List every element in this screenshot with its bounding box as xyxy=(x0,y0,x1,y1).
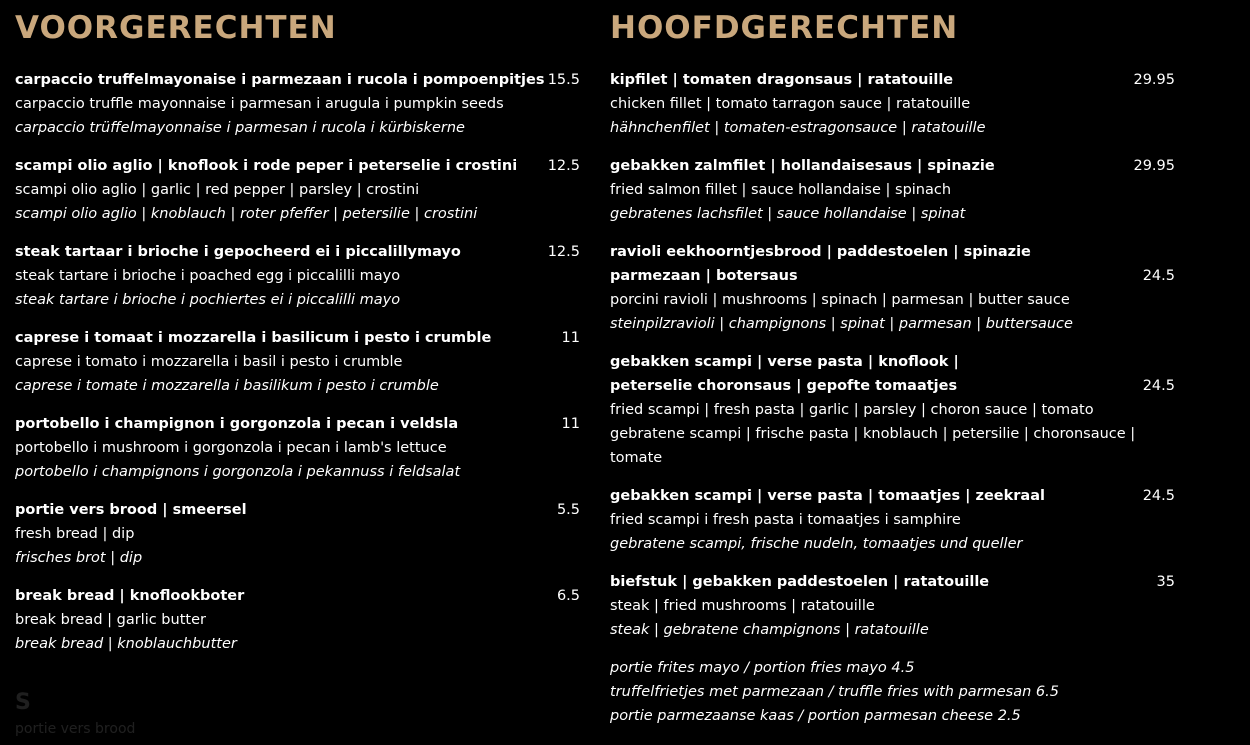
faded-title: S xyxy=(15,690,31,715)
item-price: 24.5 xyxy=(1142,378,1175,394)
item-name-de: portobello i champignons i gorgonzola i pekannuss i feldsalat xyxy=(15,464,461,480)
item-name-en: scampi olio aglio | garlic | red pepper | parsley | crostini xyxy=(15,182,420,198)
item-name-en: fried scampi | fresh pasta | garlic | parsley | choron sauce | tomato xyxy=(610,402,1094,418)
item-name-nl: steak tartaar i brioche i gepocheerd ei i piccalillymayo xyxy=(15,244,461,260)
item-name-de: scampi olio aglio | knoblauch | roter pfeffer | petersilie | crostini xyxy=(15,206,478,222)
item-name-nl: ravioli eekhoorntjesbrood | paddestoelen | spinazie parmezaan | botersaus xyxy=(610,244,1031,284)
item-name-nl: break bread | knoflookboter xyxy=(15,588,245,604)
item-price: 24.5 xyxy=(1142,268,1175,284)
item-name-nl: portie vers brood | smeersel xyxy=(15,502,247,518)
item-name-en: fried scampi i fresh pasta i tomaatjes i samphire xyxy=(610,512,961,528)
menu-item xyxy=(610,350,1175,470)
side-dish: portie parmezaanse kaas / portion parmesan cheese 2.5 xyxy=(610,708,1021,724)
menu-item xyxy=(610,154,1175,226)
item-name-en: portobello i mushroom i gorgonzola i pecan i lamb's lettuce xyxy=(15,440,447,456)
item-name-de: carpaccio trüffelmayonnaise i parmesan i rucola i kürbiskerne xyxy=(15,120,465,136)
item-name-nl: portobello i champignon i gorgonzola i pecan i veldsla xyxy=(15,416,459,432)
item-name-nl: caprese i tomaat i mozzarella i basilicum i pesto i crumble xyxy=(15,330,492,346)
item-name-en: fresh bread | dip xyxy=(15,526,135,542)
item-name-en: carpaccio truffle mayonnaise i parmesan i arugula i pumpkin seeds xyxy=(15,96,504,112)
side-dish: truffelfrietjes met parmezaan / truffle fries with parmesan 6.5 xyxy=(610,684,1059,700)
item-name-de: break bread | knoblauchbutter xyxy=(15,636,237,652)
item-name-nl: gebakken scampi | verse pasta | knoflook | peterselie choronsaus | gepofte tomaatjes xyxy=(610,354,959,394)
menu-item xyxy=(15,240,580,312)
menu-item xyxy=(610,68,1175,140)
item-name-de: steinpilzravioli | champignons | spinat | parmesan | buttersauce xyxy=(610,316,1073,332)
faded-subtitle: portie vers brood xyxy=(15,721,136,737)
starters-column xyxy=(15,0,580,670)
item-name-de: gebratenes lachsfilet | sauce hollandaise | spinat xyxy=(610,206,966,222)
item-price: 6.5 xyxy=(556,588,580,604)
item-name-en: break bread | garlic butter xyxy=(15,612,206,628)
item-name-en: chicken fillet | tomato tarragon sauce | ratatouille xyxy=(610,96,971,112)
item-name-de: steak | gebratene champignons | ratatouille xyxy=(610,622,929,638)
item-name-de: gebratene scampi, frische nudeln, tomaatjes und queller xyxy=(610,536,1023,552)
item-name-nl: gebakken zalmfilet | hollandaisesaus | spinazie xyxy=(610,158,995,174)
item-name-nl: scampi olio aglio | knoflook i rode peper i peterselie i crostini xyxy=(15,158,518,174)
faded-next-section xyxy=(15,688,315,745)
item-name-de: gebratene scampi | frische pasta | knoblauch | petersilie | choronsauce | tomate xyxy=(610,426,1136,466)
item-price: 29.95 xyxy=(1133,158,1175,174)
menu-item xyxy=(15,498,580,570)
menu-item xyxy=(610,240,1175,336)
menu-item xyxy=(15,412,580,484)
starters-heading: VOORGERECHTEN xyxy=(15,10,337,46)
item-name-en: porcini ravioli | mushrooms | spinach | parmesan | butter sauce xyxy=(610,292,1070,308)
item-name-de: frisches brot | dip xyxy=(15,550,143,566)
item-name-nl: biefstuk | gebakken paddestoelen | ratatouille xyxy=(610,574,990,590)
item-name-de: steak tartare i brioche i pochiertes ei i piccalilli mayo xyxy=(15,292,401,308)
item-price: 5.5 xyxy=(556,502,580,518)
menu-item xyxy=(610,484,1175,556)
side-dishes xyxy=(610,656,1175,728)
menu-item xyxy=(610,570,1175,642)
item-price: 12.5 xyxy=(547,244,580,260)
item-name-en: fried salmon fillet | sauce hollandaise | spinach xyxy=(610,182,952,198)
item-name-en: caprese i tomato i mozzarella i basil i pesto i crumble xyxy=(15,354,403,370)
item-name-en: steak tartare i brioche i poached egg i piccalilli mayo xyxy=(15,268,401,284)
item-price: 11 xyxy=(561,416,580,432)
item-price: 24.5 xyxy=(1142,488,1175,504)
item-name-de: hähnchenfilet | tomaten-estragonsauce | ratatouille xyxy=(610,120,986,136)
menu-item xyxy=(15,68,580,140)
item-name-en: steak | fried mushrooms | ratatouille xyxy=(610,598,875,614)
item-price: 12.5 xyxy=(547,158,580,174)
item-name-nl: carpaccio truffelmayonaise i parmezaan i rucola i pompoenpitjes xyxy=(15,72,545,88)
item-price: 35 xyxy=(1156,574,1175,590)
item-name-de: caprese i tomate i mozzarella i basilikum i pesto i crumble xyxy=(15,378,439,394)
item-name-nl: gebakken scampi | verse pasta | tomaatjes | zeekraal xyxy=(610,488,1045,504)
mains-column xyxy=(610,0,1175,728)
item-price: 15.5 xyxy=(547,72,580,88)
menu-item xyxy=(15,584,580,656)
item-price: 11 xyxy=(561,330,580,346)
item-name-nl: kipfilet | tomaten dragonsaus | ratatouille xyxy=(610,72,954,88)
menu-item xyxy=(15,326,580,398)
item-price: 29.95 xyxy=(1133,72,1175,88)
menu-item xyxy=(15,154,580,226)
mains-heading: HOOFDGERECHTEN xyxy=(610,10,959,46)
side-dish: portie frites mayo / portion fries mayo 4.5 xyxy=(610,660,915,676)
